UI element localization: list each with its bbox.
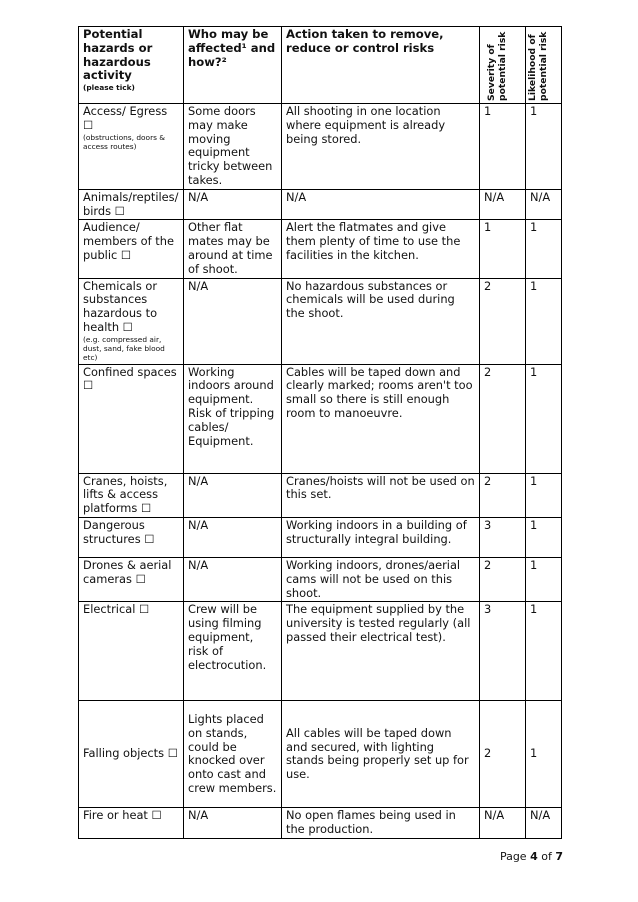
likelihood-cell: 1 — [526, 473, 562, 517]
severity-cell: 3 — [480, 602, 526, 701]
who-cell: Other flat mates may be around at time of shoot. — [184, 220, 282, 278]
page-footer — [500, 850, 563, 863]
likelihood-cell: 1 — [526, 364, 562, 473]
severity-cell: 2 — [480, 701, 526, 808]
severity-cell: 2 — [480, 364, 526, 473]
header-row — [79, 27, 562, 104]
hazard-cell: Access/ Egress ☐ (obstructions, doors & access routes) — [79, 104, 184, 190]
likelihood-cell: 1 — [526, 602, 562, 701]
likelihood-cell: 1 — [526, 104, 562, 190]
table-row — [79, 602, 562, 701]
who-cell: N/A — [184, 278, 282, 364]
who-cell: Crew will be using filming equipment, risk of electrocution. — [184, 602, 282, 701]
hazard-cell: Animals/reptiles/ birds ☐ — [79, 189, 184, 220]
header-hazard-label: Potential hazards or hazardous activity — [83, 27, 153, 83]
action-cell: Cranes/hoists will not be used on this set. — [282, 473, 480, 517]
table-row — [79, 364, 562, 473]
likelihood-cell: 1 — [526, 220, 562, 278]
header-action: Action taken to remove, reduce or control risks — [282, 27, 480, 104]
likelihood-cell: 1 — [526, 557, 562, 601]
action-cell: Alert the flatmates and give them plenty of time to use the facilities in the kitchen. — [282, 220, 480, 278]
table-row — [79, 517, 562, 557]
action-cell: No open flames being used in the production. — [282, 808, 480, 839]
who-cell: Lights placed on stands, could be knocked over onto cast and crew members. — [184, 701, 282, 808]
risk-assessment-table — [78, 26, 562, 839]
table-row — [79, 808, 562, 839]
who-cell: N/A — [184, 189, 282, 220]
likelihood-cell: 1 — [526, 517, 562, 557]
who-cell: N/A — [184, 517, 282, 557]
hazard-note: (e.g. compressed air, dust, sand, fake blood etc) — [83, 334, 165, 362]
likelihood-cell: 1 — [526, 701, 562, 808]
table-row — [79, 104, 562, 190]
hazard-cell: Falling objects ☐ — [79, 701, 184, 808]
page-total: 7 — [555, 850, 563, 863]
header-severity-label: Severity of potential risk — [485, 31, 507, 101]
likelihood-cell: N/A — [526, 808, 562, 839]
action-cell: All cables will be taped down and secured, with lighting stands being properly set up for use. — [282, 701, 480, 808]
who-cell: N/A — [184, 473, 282, 517]
who-cell: N/A — [184, 808, 282, 839]
severity-cell: 1 — [480, 104, 526, 190]
page-of: of — [537, 850, 556, 863]
severity-cell: N/A — [480, 808, 526, 839]
header-who: Who may be affected¹ and how?² — [184, 27, 282, 104]
likelihood-cell: 1 — [526, 278, 562, 364]
hazard-cell: Dangerous structures ☐ — [79, 517, 184, 557]
who-cell: Some doors may make moving equipment tricky between takes. — [184, 104, 282, 190]
severity-cell: 2 — [480, 473, 526, 517]
page-prefix: Page — [499, 850, 531, 863]
header-likelihood-label: Likelihood of potential risk — [526, 31, 548, 101]
header-severity — [480, 27, 526, 104]
action-cell: Cables will be taped down and clearly marked; rooms aren't too small so there is still enough room to manoeuvre. — [282, 364, 480, 473]
header-hazard-note: (please tick) — [83, 83, 135, 93]
hazard-cell: Electrical ☐ — [79, 602, 184, 701]
table-row — [79, 189, 562, 220]
action-cell: No hazardous substances or chemicals will be used during the shoot. — [282, 278, 480, 364]
who-cell: Working indoors around equipment. Risk of tripping cables/ Equipment. — [184, 364, 282, 473]
table-row — [79, 473, 562, 517]
table-row — [79, 701, 562, 808]
hazard-cell: Chemicals or substances hazardous to health ☐ (e.g. compressed air, dust, sand, fake blood etc) — [79, 278, 184, 364]
severity-cell: 2 — [480, 278, 526, 364]
hazard-cell: Fire or heat ☐ — [79, 808, 184, 839]
likelihood-cell: N/A — [526, 189, 562, 220]
who-cell: N/A — [184, 557, 282, 601]
header-hazard — [79, 27, 184, 104]
severity-cell: 2 — [480, 557, 526, 601]
table-row — [79, 220, 562, 278]
hazard-cell: Drones & aerial cameras ☐ — [79, 557, 184, 601]
action-cell: All shooting in one location where equipment is already being stored. — [282, 104, 480, 190]
action-cell: Working indoors, drones/aerial cams will not be used on this shoot. — [282, 557, 480, 601]
severity-cell: 3 — [480, 517, 526, 557]
table-row — [79, 278, 562, 364]
table-row — [79, 557, 562, 601]
hazard-cell: Audience/ members of the public ☐ — [79, 220, 184, 278]
action-cell: Working indoors in a building of structurally integral building. — [282, 517, 480, 557]
action-cell: The equipment supplied by the university is tested regularly (all passed their electrical test). — [282, 602, 480, 701]
hazard-cell: Confined spaces ☐ — [79, 364, 184, 473]
severity-cell: N/A — [480, 189, 526, 220]
page-current: 4 — [530, 850, 538, 863]
action-cell: N/A — [282, 189, 480, 220]
hazard-cell: Cranes, hoists, lifts & access platforms ☐ — [79, 473, 184, 517]
hazard-note: (obstructions, doors & access routes) — [83, 132, 166, 151]
header-likelihood — [526, 27, 562, 104]
severity-cell: 1 — [480, 220, 526, 278]
